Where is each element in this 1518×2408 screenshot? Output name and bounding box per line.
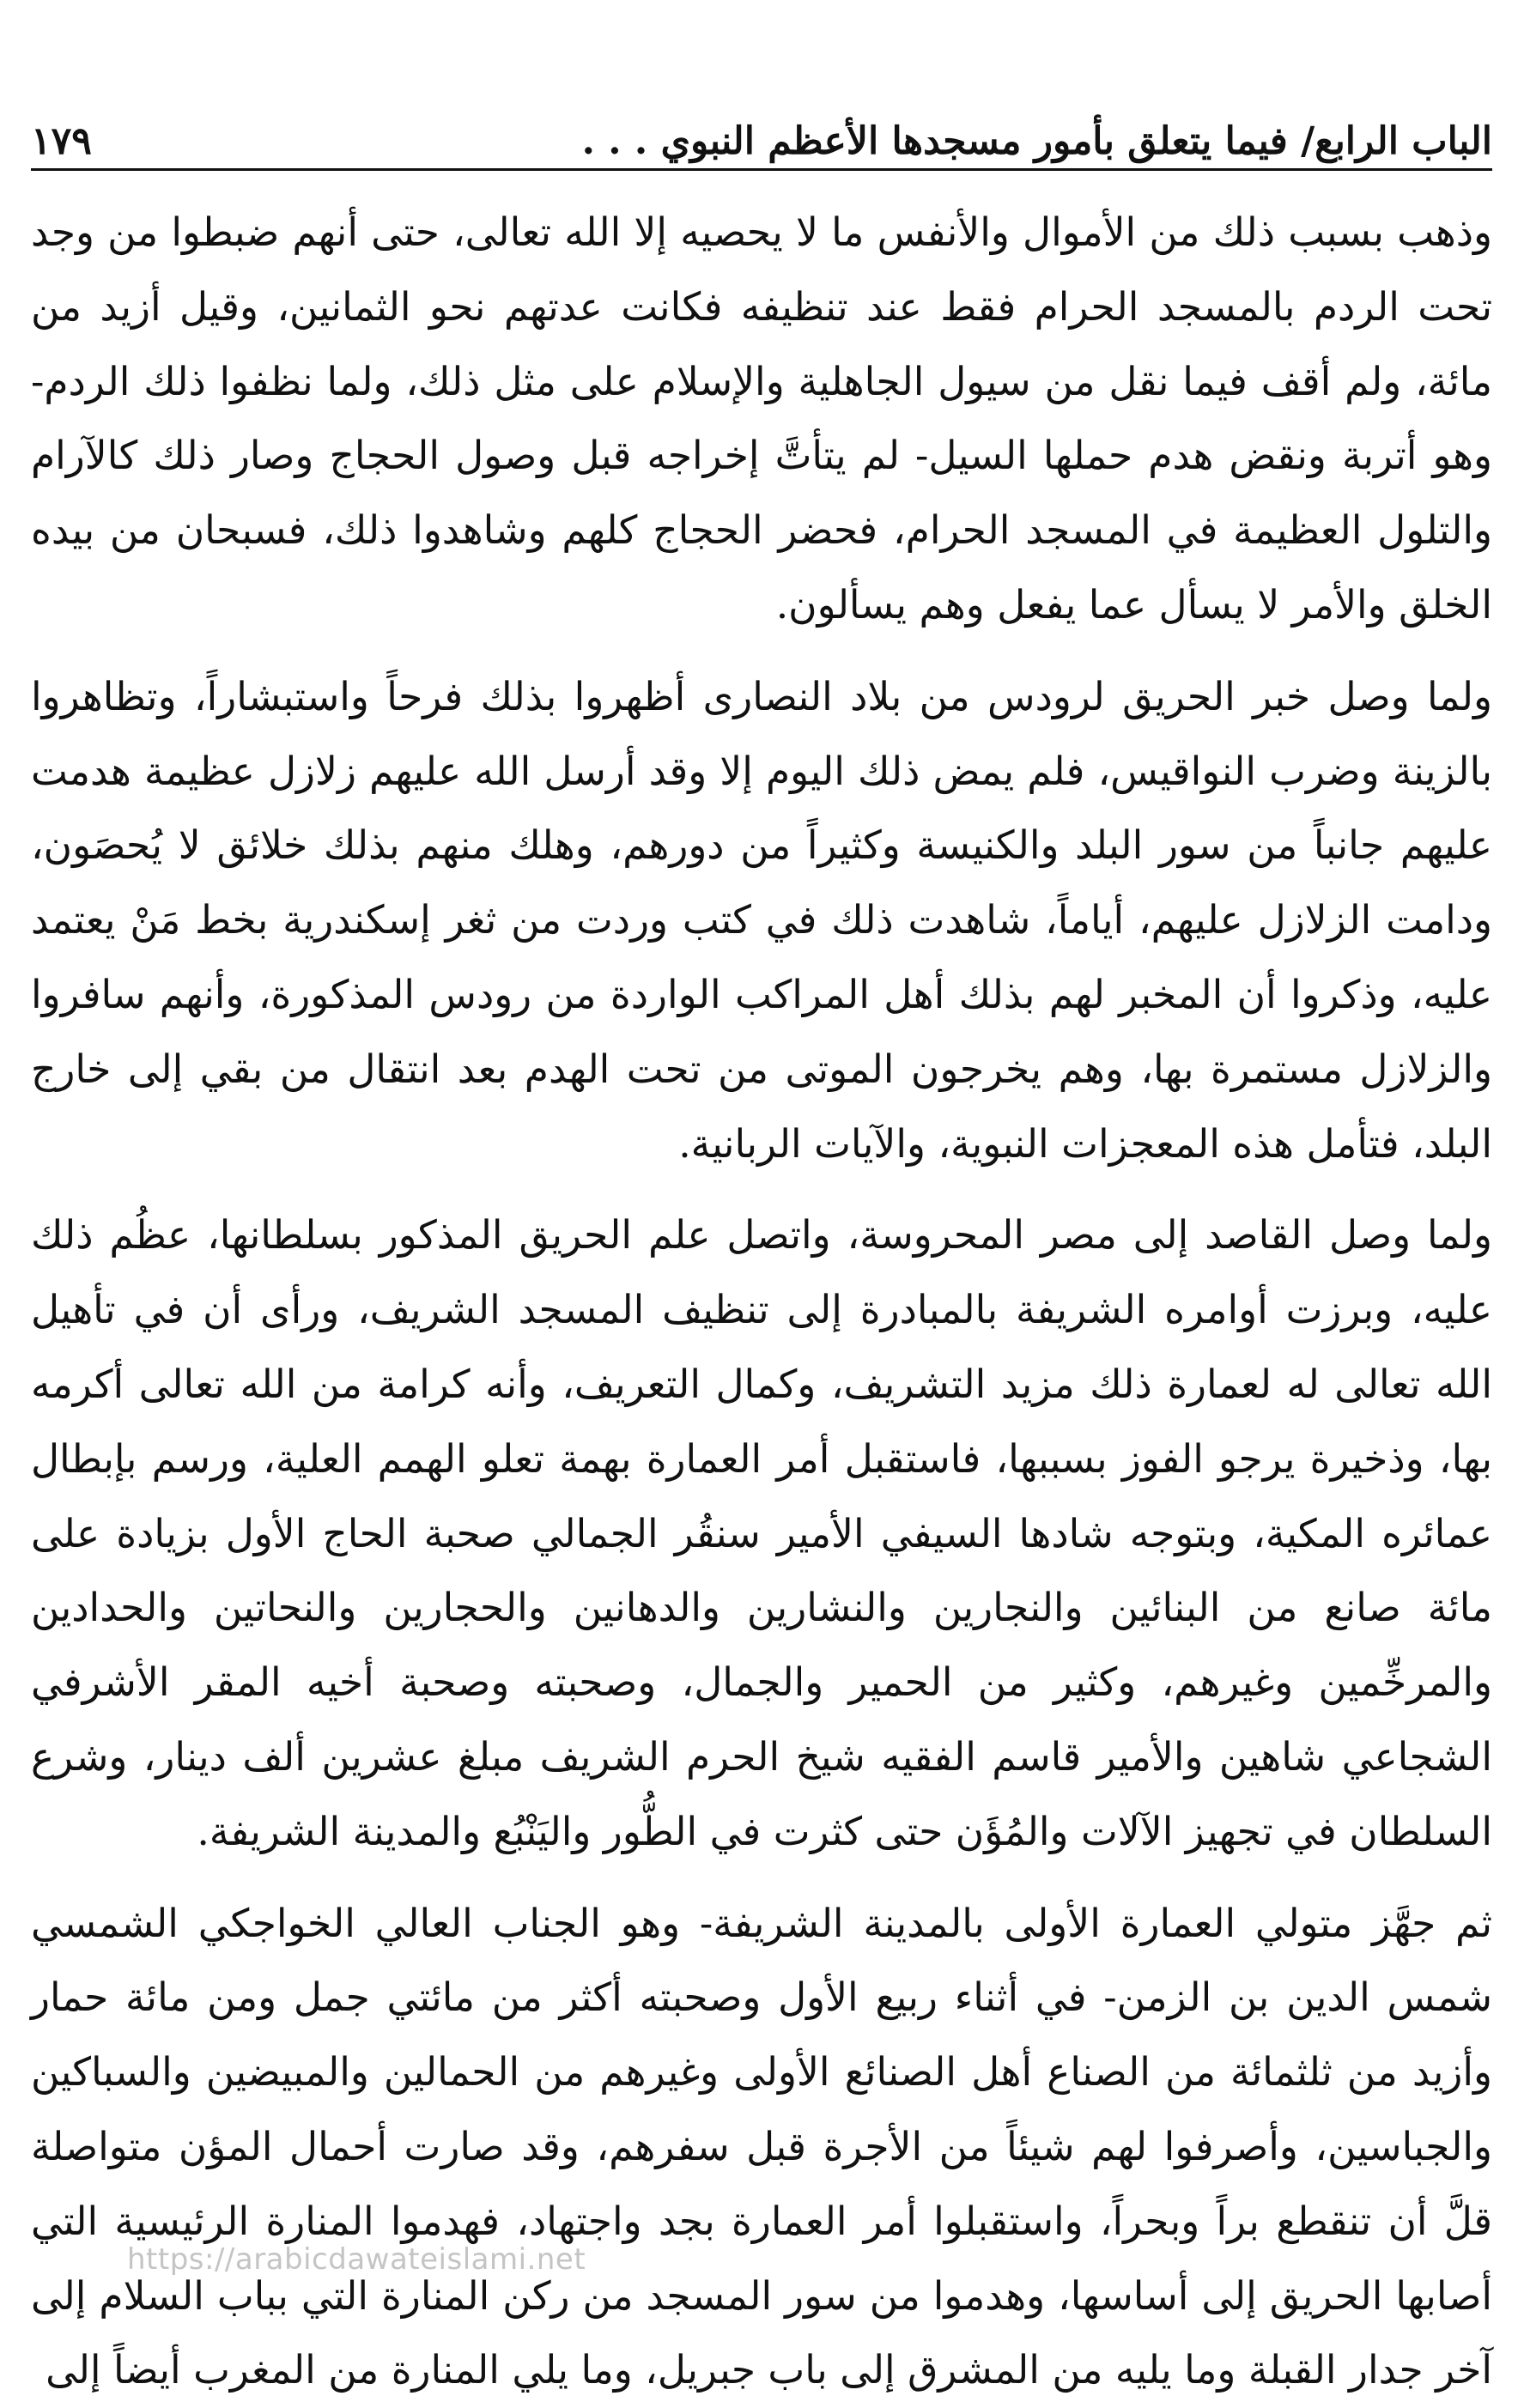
paragraph-3: ولما وصل القاصد إلى مصر المحروسة، واتصل علم الحريق المذكور بسلطانها، عظُم ذلك عليه، وبرزت أوامره الشريفة بالمبادرة إلى تنظيف المسجد الشريف، ورأى أن في تأهيل الله تعالى له لعمارة ذلك مزيد التشريف، وكمال التعريف، وأنه كرامة من الله تعالى أكرمه بها، وذخيرة يرجو الفوز بسببها، فاستقبل أمر العمارة بهمة تعلو الهمم العلية، ورسم بإبطال عمائره المكية، وبتوجه شادها السيفي الأمير سنقُر الجمالي صحبة الحاج الأول بزيادة على مائة صانع من البنائين والنجارين والنشارين والدهانين والحجارين والنحاتين والحدادين والمرخِّمين وغيرهم، وكثير من الحمير والجمال، وصحبته وصحبة أخيه المقر الأشرفي الشجاعي شاهين والأمير قاسم الفقيه شيخ الحرم الشريف مبلغ عشرين ألف دينار، وشرع السلطان في تجهيز الآلات والمُؤَن حتى كثرت في الطُّور واليَنْبُع والمدينة الشريفة.	[31, 1212, 1492, 1854]
running-header	[31, 96, 1492, 165]
header-rule	[31, 168, 1492, 171]
chapter-title: الباب الرابع/ فيما يتعلق بأمور مسجدها الأعظم النبوي . . .	[581, 119, 1492, 164]
paragraph-4: ثم جهَّز متولي العمارة الأولى بالمدينة الشريفة- وهو الجناب العالي الخواجكي الشمسي شمس الدين بن الزمن- في أثناء ربيع الأول وصحبته أكثر من مائتي جمل ومن مائة حمار وأزيد من ثلثمائة من الصناع أهل الصنائع الأولى وغيرهم من الحمالين والمبيضين والسباكين والجباسين، وأصرفوا لهم شيئاً من الأجرة قبل سفرهم، وقد صارت أحمال المؤن متواصلة قلَّ أن تنقطع براً وبحراً، واستقبلوا أمر العمارة بجد واجتهاد، فهدموا المنارة الرئيسية التي أصابها الحريق إلى أساسها، وهدموا من سور المسجد من ركن المنارة التي بباب السلام إلى آخر جدار القبلة وما يليه من المشرق إلى باب جبريل، وما يلي المنارة من المغرب أيضاً إلى	[31, 1900, 1492, 2393]
paragraph-1: وذهب بسبب ذلك من الأموال والأنفس ما لا يحصيه إلا الله تعالى، حتى أنهم ضبطوا من وجد تحت الردم بالمسجد الحرام فقط عند تنظيفه فكانت عدتهم نحو الثمانين، وقيل أزيد من مائة، ولم أقف فيما نقل من سيول الجاهلية والإسلام على مثل ذلك، ولما نظفوا ذلك الردم- وهو أتربة ونقض هدم حملها السيل- لم يتأتَّ إخراجه قبل وصول الحجاج وصار ذلك كالآرام والتلول العظيمة في المسجد الحرام، فحضر الحجاج كلهم وشاهدوا ذلك، فسبحان من بيده الخلق والأمر لا يسأل عما يفعل وهم يسألون.	[31, 209, 1492, 628]
paragraph-2: ولما وصل خبر الحريق لرودس من بلاد النصارى أظهروا بذلك فرحاً واستبشاراً، وتظاهروا بالزينة وضرب النواقيس، فلم يمض ذلك اليوم إلا وقد أرسل الله عليهم زلازل عظيمة هدمت عليهم جانباً من سور البلد والكنيسة وكثيراً من دورهم، وهلك منهم بذلك خلائق لا يُحصَون، ودامت الزلازل عليهم، أياماً، شاهدت ذلك في كتب وردت من ثغر إسكندرية بخط مَنْ يعتمد عليه، وذكروا أن المخبر لهم بذلك أهل المراكب الواردة من رودس المذكورة، وأنهم سافروا والزلازل مستمرة بها، وهم يخرجون الموتى من تحت الهدم بعد انتقال من بقي إلى خارج البلد، فتأمل هذه المعجزات النبوية، والآيات الربانية.	[31, 673, 1492, 1167]
source-watermark: https://arabicdawateislami.net	[127, 2242, 586, 2277]
page-number: ١٧٩	[31, 119, 92, 164]
page-body	[31, 196, 1492, 2408]
